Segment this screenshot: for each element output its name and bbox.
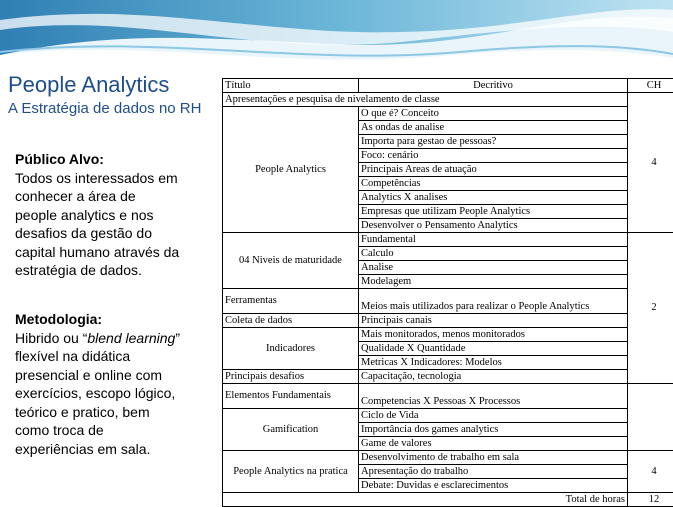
course-table <box>222 78 673 507</box>
metodologia-line: presencial e online com <box>15 366 200 385</box>
table-cell: Qualidade X Quantidade <box>359 342 628 356</box>
table-cell: Empresas que utilizam People Analytics <box>359 205 628 219</box>
header-ch: CH <box>628 79 673 93</box>
table-cell: O que é? Conceito <box>359 107 628 121</box>
table-cell: Importância dos games analytics <box>359 423 628 437</box>
publico-line: Todos os interessados em <box>15 169 200 188</box>
metodologia-line: flexível na didática <box>15 347 200 366</box>
table-cell: Competências <box>359 177 628 191</box>
table-cell: Apresentação do trabalho <box>359 465 628 479</box>
desafios-title: Principais desafios <box>223 370 359 384</box>
maturidade-title: 04 Niveis de maturidade <box>223 233 359 289</box>
gamification-title: Gamification <box>223 409 359 451</box>
indicadores-title: Indicadores <box>223 328 359 370</box>
table-cell: Principais canais <box>359 314 628 328</box>
total-row <box>223 493 673 507</box>
table-row <box>223 451 673 465</box>
table-row <box>223 328 673 342</box>
table-row <box>223 107 673 121</box>
publico-line: estratégia de dados. <box>15 261 200 280</box>
table-header-row <box>223 79 673 93</box>
table-cell: Analise <box>359 261 628 275</box>
metodologia-emphasis: blend learning <box>87 330 175 346</box>
table-cell: Analytics X analises <box>359 191 628 205</box>
publico-line: people analytics e nos <box>15 206 200 225</box>
metodologia-heading: Metodologia: <box>15 310 200 329</box>
total-label: Total de horas <box>223 493 628 507</box>
ferramentas-title: Ferramentas <box>223 289 359 314</box>
table-cell: Game de valores <box>359 437 628 451</box>
total-value: 12 <box>628 493 673 507</box>
publico-line: capital humano através da <box>15 243 200 262</box>
table-cell: Importa para gestao de pessoas? <box>359 135 628 149</box>
table-cell: Meios mais utilizados para realizar o People Analytics <box>359 289 628 314</box>
metodologia-section <box>15 310 200 458</box>
metodologia-line: teórico e pratico, bem <box>15 403 200 422</box>
header-decritivo: Decritivo <box>359 79 628 93</box>
table-row <box>223 93 673 107</box>
table-cell: Ciclo de Vida <box>359 409 628 423</box>
table-cell: Mais monitorados, menos monitorados <box>359 328 628 342</box>
table-row <box>223 233 673 247</box>
metodologia-line: exercícios, escopo lógico, <box>15 384 200 403</box>
table-cell: Calculo <box>359 247 628 261</box>
metodologia-line: experiências em sala. <box>15 440 200 459</box>
table-cell: Principais Areas de atuação <box>359 163 628 177</box>
table-row <box>223 384 673 409</box>
table-cell: As ondas de analise <box>359 121 628 135</box>
metodologia-line: como troca de <box>15 421 200 440</box>
publico-alvo-section <box>15 150 200 280</box>
table-cell: Desenvolvimento de trabalho em sala <box>359 451 628 465</box>
publico-line: desafios da gestão do <box>15 224 200 243</box>
metodologia-text: ” <box>175 330 180 346</box>
ch-pratica: 4 <box>628 451 673 493</box>
ch-block-2: 2 <box>628 233 673 384</box>
people-analytics-title: People Analytics <box>223 107 359 233</box>
table-cell: Metricas X Indicadores: Modelos <box>359 356 628 370</box>
metodologia-text: Hibrido ou “ <box>15 330 87 346</box>
header-titulo: Título <box>223 79 359 93</box>
table-cell: Debate: Duvidas e esclarecimentos <box>359 479 628 493</box>
pratica-title: People Analytics na pratica <box>223 451 359 493</box>
table-cell: Modelagem <box>359 275 628 289</box>
table-cell: Capacitação, tecnologia <box>359 370 628 384</box>
ch-people-analytics: 4 <box>628 93 673 233</box>
table-cell: Competencias X Pessoas X Processos <box>359 384 628 409</box>
publico-line: conhecer a área de <box>15 187 200 206</box>
coleta-title: Coleta de dados <box>223 314 359 328</box>
table-row <box>223 409 673 423</box>
table-cell: Foco: cenário <box>359 149 628 163</box>
table-cell: Desenvolver o Pensamento Analytics <box>359 219 628 233</box>
header-wave-decoration <box>0 0 673 75</box>
table-row <box>223 289 673 314</box>
slide-title: People Analytics <box>8 72 169 98</box>
metodologia-line <box>15 329 200 348</box>
elementos-title: Elementos Fundamentais <box>223 384 359 409</box>
intro-cell: Apresentações e pesquisa de nivelamento de classe <box>223 93 628 107</box>
table-cell: Fundamental <box>359 233 628 247</box>
slide-subtitle: A Estratégia de dados no RH <box>8 100 201 117</box>
publico-alvo-heading: Público Alvo: <box>15 150 200 169</box>
table-row <box>223 370 673 384</box>
table-row <box>223 314 673 328</box>
